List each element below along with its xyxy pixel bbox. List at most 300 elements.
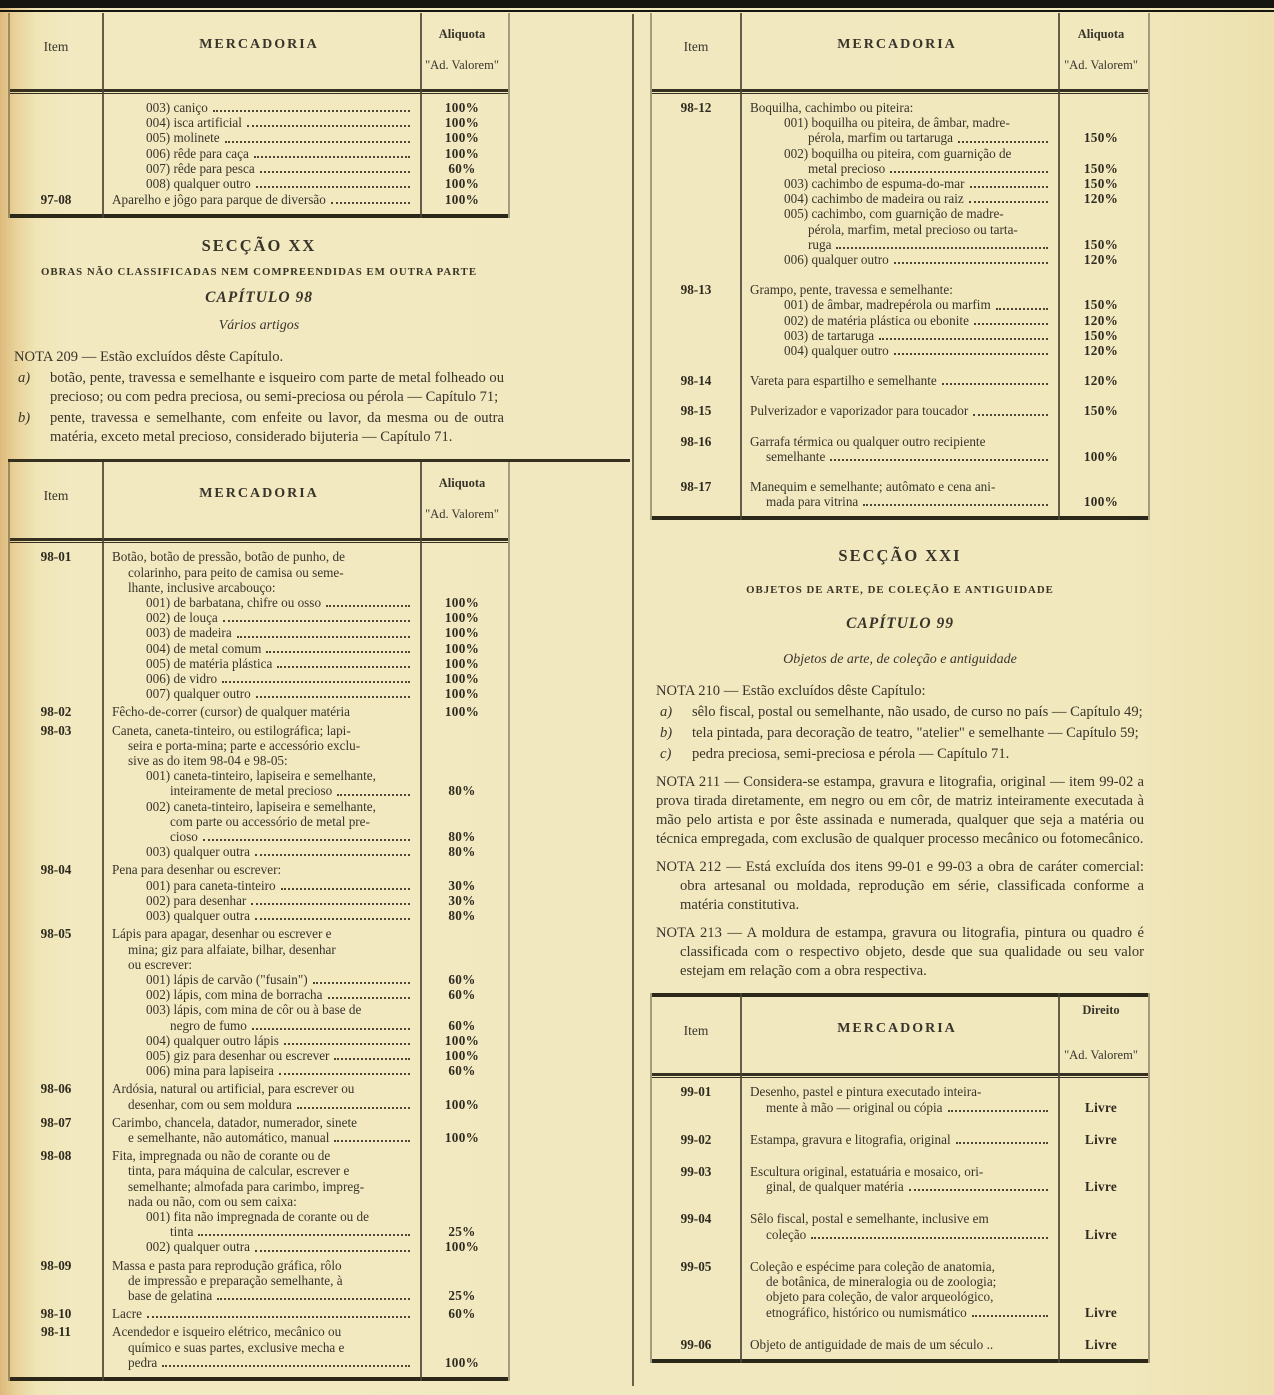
description-text: Lápis para apagar, desenhar ou escrever e (112, 926, 332, 942)
nota-item-label: b) (660, 725, 673, 742)
description-line (112, 595, 411, 610)
item-number-cell (652, 297, 740, 312)
mercadoria-cell (740, 1132, 1054, 1147)
description-line (112, 972, 411, 987)
dotted-leader (223, 620, 410, 622)
dotted-leader (942, 383, 1048, 385)
item-number-cell (10, 768, 102, 798)
mercadoria-cell (102, 130, 416, 145)
rate-value-cell: 60% (448, 1306, 476, 1322)
table-vertical-rule (740, 13, 742, 520)
description-line (112, 1209, 411, 1224)
item-number-cell (652, 115, 740, 145)
rate-value-cell: 25% (448, 1224, 476, 1240)
rate-value-cell: 100% (444, 1354, 480, 1370)
item-number-cell (10, 100, 102, 115)
table-row (10, 799, 508, 845)
rate-value-cell: 100% (1083, 448, 1119, 464)
table-row (10, 1306, 508, 1321)
table-header (652, 997, 1148, 1073)
item-number-cell (10, 1209, 102, 1239)
table-bottom-rule (652, 1359, 1148, 1363)
rate-value-cell: 150% (1083, 160, 1119, 176)
description-line (112, 738, 411, 753)
rate-value-cell: 120% (1083, 252, 1119, 268)
description-line (750, 1100, 1049, 1115)
rate-value-cell: Livre (1084, 1336, 1118, 1352)
description-text: 001) caneta-tinteiro, lapiseira e semelhante, (146, 768, 376, 784)
item-number-cell: 98-16 (680, 433, 712, 449)
description-line (112, 723, 411, 738)
item-number-cell (10, 1239, 102, 1254)
nota-paragraph: NOTA 211 — Considera-se estampa, gravura e litografia, original — item 99-02 a prova tirada diretamente, em negro ou em côr, de matriz inteiramente executada à mão pelo artista e por êste assinada e numerada, qualquer que seja a matéria ou técnica empregada, com exclusão de qualquer processo mecânico ou fotomecânico. (656, 774, 1144, 848)
table-row (10, 161, 508, 176)
col-header-item: Item (683, 1023, 709, 1039)
col-header-mercadoria: MERCADORIA (837, 1021, 957, 1037)
table-row (10, 656, 508, 671)
description-line (112, 1179, 411, 1194)
description-text: 003) caniço (146, 100, 208, 115)
description-line (750, 449, 1049, 464)
col-header-rate-top: Aliquota (438, 27, 486, 41)
item-number-cell (10, 878, 102, 893)
rate-value-cell: 150% (1083, 130, 1119, 146)
rate-value-cell: 100% (444, 671, 480, 687)
mercadoria-cell (740, 343, 1054, 358)
description-line (112, 893, 411, 908)
description-line (112, 1130, 411, 1145)
item-number-cell (10, 908, 102, 923)
description-text: Objeto de antiguidade de mais de um século .. (750, 1336, 994, 1352)
description-line (750, 237, 1049, 252)
description-text: ginal, de qualquer matéria (766, 1179, 904, 1195)
description-text: Lacre (112, 1306, 143, 1322)
table-row (652, 176, 1148, 191)
table-row (10, 723, 508, 769)
description-line (750, 1179, 1049, 1194)
description-line (112, 1288, 411, 1303)
chapter-subtitle: Vários artigos (218, 318, 300, 334)
description-text: Vareta para espartilho e semelhante (750, 373, 937, 389)
table-row (10, 987, 508, 1002)
mercadoria-cell (102, 987, 416, 1002)
rate-value-cell: 25% (448, 1287, 476, 1303)
col-header-mercadoria: MERCADORIA (199, 37, 319, 52)
item-number-cell (10, 1048, 102, 1063)
table-row (10, 176, 508, 191)
description-text: Coleção e espécime para coleção de anatomia, (750, 1258, 995, 1274)
description-text: e semelhante, não automático, manual (128, 1129, 330, 1145)
description-line (112, 610, 411, 625)
mercadoria-cell (102, 926, 416, 972)
table-row (10, 1115, 508, 1145)
item-number-cell (10, 686, 102, 701)
item-number-cell (652, 343, 740, 358)
section-subtitle: OBJETOS DE ARTE, DE COLEÇÃO E ANTIGUIDADE (746, 584, 1054, 597)
description-text: 005) cachimbo, com guarnição de madre- (784, 206, 1004, 222)
description-line (750, 130, 1049, 145)
item-number-cell (10, 176, 102, 191)
description-text: 002) para desenhar (146, 892, 247, 908)
description-line (750, 100, 1049, 115)
table-row (652, 373, 1148, 388)
table-row (10, 1239, 508, 1254)
mercadoria-cell (102, 595, 416, 610)
table-row (10, 1063, 508, 1078)
rate-value-cell: 80% (448, 783, 476, 799)
description-line (750, 206, 1049, 221)
description-line (112, 1324, 411, 1339)
mercadoria-cell (102, 641, 416, 656)
rate-value-cell: 100% (444, 1129, 480, 1145)
nota-heading: NOTA 210 — Estão excluídos dêste Capítulo: (656, 683, 926, 700)
mercadoria-cell (102, 1115, 416, 1145)
description-line (750, 1227, 1049, 1242)
table-header (10, 462, 508, 538)
description-line (112, 130, 411, 145)
description-text: Pulverizador e vaporizador para toucador (750, 403, 969, 419)
description-line (750, 1084, 1049, 1099)
table-row (10, 146, 508, 161)
item-number-cell (10, 1063, 102, 1078)
item-number-cell: 98-05 (40, 926, 72, 942)
table-row (10, 1048, 508, 1063)
description-text: Carimbo, chancela, datador, numerador, sinete (112, 1114, 358, 1130)
description-text: desenhar, com ou sem moldura (128, 1096, 292, 1112)
tariff-table-97 (8, 13, 510, 218)
description-line (112, 580, 411, 595)
description-line (112, 768, 411, 783)
nota-item-label: a) (18, 370, 31, 387)
description-text: 004) qualquer outro lápis (146, 1032, 279, 1048)
mercadoria-cell (102, 1239, 416, 1254)
mercadoria-cell (102, 656, 416, 671)
table-row (652, 1164, 1148, 1194)
table-row (10, 878, 508, 893)
description-line (750, 434, 1049, 449)
item-number-cell: 99-06 (680, 1336, 712, 1352)
table-row (10, 1148, 508, 1209)
description-line (112, 656, 411, 671)
table-row (10, 908, 508, 923)
mercadoria-cell (102, 1148, 416, 1209)
dotted-leader (996, 308, 1048, 310)
description-text: Estampa, gravura e litografia, original (750, 1131, 951, 1147)
description-line (112, 1306, 411, 1321)
item-number-cell (10, 671, 102, 686)
col-header-rate-top: Direito (1082, 1003, 1120, 1018)
item-number-cell: 98-01 (40, 549, 72, 565)
mercadoria-cell (102, 625, 416, 640)
table-row (652, 403, 1148, 418)
mercadoria-cell (102, 1063, 416, 1078)
rate-value-cell: 100% (444, 1032, 480, 1048)
description-line (112, 1002, 411, 1017)
dotted-leader (811, 1237, 1048, 1239)
description-line (750, 1337, 1049, 1352)
description-line (112, 1048, 411, 1063)
rate-value-cell: 100% (444, 176, 480, 192)
item-number-cell (10, 115, 102, 130)
nota-item-list (14, 369, 504, 447)
mercadoria-cell (740, 1211, 1054, 1241)
description-text: 004) qualquer outro (784, 343, 889, 359)
table-row (652, 1084, 1148, 1114)
item-number-cell (652, 313, 740, 328)
dotted-leader (334, 1058, 410, 1060)
mercadoria-cell (102, 908, 416, 923)
chapter-subtitle: Objetos de arte, de coleção e antiguidade (783, 652, 1017, 668)
table-row (652, 252, 1148, 267)
table-row (10, 595, 508, 610)
nota-item-text: botão, pente, travessa e semelhante e isqueiro com parte de metal folheado ou precioso; ou com pedra preciosa, ou semi-preciosa ou pérola — Capítulo 71; (50, 370, 504, 406)
description-text: metal precioso (808, 160, 886, 176)
col-header-item: Item (43, 39, 69, 54)
chapter-title: CAPÍTULO 99 (846, 615, 954, 633)
rate-value-cell: 100% (444, 1096, 480, 1112)
dotted-leader (948, 1110, 1048, 1112)
rate-value-cell: 100% (444, 192, 480, 208)
description-line (750, 328, 1049, 343)
description-line (750, 146, 1049, 161)
mercadoria-cell (740, 191, 1054, 206)
mercadoria-cell (102, 176, 416, 191)
description-line (112, 1194, 411, 1209)
description-line (112, 926, 411, 941)
description-text: 002) boquilha ou piteira, com guarnição de (784, 145, 1012, 161)
rate-value-cell: 60% (448, 971, 476, 987)
table-row (10, 610, 508, 625)
description-text: Caneta, caneta-tinteiro, ou estilográfica; lapi- (112, 722, 351, 738)
description-text: Acendedor e isqueiro elétrico, mecânico ou (112, 1324, 342, 1340)
rate-value-cell: 60% (448, 160, 476, 176)
table-body (652, 94, 1148, 516)
description-text: nada ou não, com ou sem caixa: (128, 1193, 297, 1209)
description-text: 006) rêde para caça (146, 145, 249, 161)
dotted-leader (213, 110, 410, 112)
item-number-cell (10, 595, 102, 610)
section-subtitle: OBRAS NÃO CLASSIFICADAS NEM COMPREENDIDAS EM OUTRA PARTE (40, 266, 478, 279)
table-row (10, 844, 508, 859)
description-text: 005) giz para desenhar ou escrever (146, 1047, 330, 1063)
dotted-leader (326, 605, 410, 607)
left-column (8, 13, 510, 1381)
table-row (10, 686, 508, 701)
table-body (10, 94, 508, 214)
col-header-rate (416, 474, 508, 538)
dotted-leader (972, 1315, 1048, 1317)
item-number-cell: 98-12 (680, 100, 712, 115)
description-text: Boquilha, cachimbo ou piteira: (750, 100, 914, 115)
item-number-cell: 99-01 (680, 1084, 712, 1100)
dotted-leader (313, 982, 410, 984)
table-vertical-rule (1058, 13, 1060, 520)
table-vertical-rule (102, 462, 104, 1381)
table-row (652, 297, 1148, 312)
right-column (650, 13, 1150, 1363)
dotted-leader (255, 918, 410, 920)
item-number-cell (10, 146, 102, 161)
description-line (112, 878, 411, 893)
table-row (10, 641, 508, 656)
description-text: base de gelatina (128, 1287, 213, 1303)
dotted-leader (203, 839, 410, 841)
item-number-cell: 98-15 (680, 403, 712, 419)
description-line (112, 1115, 411, 1130)
item-number-cell (652, 176, 740, 191)
dotted-leader (830, 459, 1048, 461)
description-text: 001) para caneta-tinteiro (146, 877, 276, 893)
rate-value-cell: 100% (444, 704, 480, 720)
item-number-cell: 98-03 (40, 722, 72, 738)
description-line (750, 373, 1049, 388)
item-number-cell: 98-07 (40, 1114, 72, 1130)
mercadoria-cell (740, 282, 1054, 297)
nota-item (14, 369, 504, 407)
rate-value-cell: 80% (448, 829, 476, 845)
description-line (750, 1259, 1049, 1274)
dotted-leader (970, 186, 1048, 188)
nota-item-list (656, 703, 1144, 764)
description-text: inteiramente de metal precioso (170, 783, 333, 799)
description-text: Fita, impregnada ou não de corante ou de (112, 1148, 331, 1164)
rate-value-cell: Livre (1084, 1099, 1118, 1115)
rate-value-cell: 100% (444, 145, 480, 161)
description-text: seira e porta-mina; parte e accessório exclu- (128, 737, 361, 753)
description-text: mada para vitrina (766, 494, 859, 510)
dotted-leader (331, 202, 410, 204)
nota-item (656, 745, 1144, 764)
nota-item-text: sêlo fiscal, postal ou semelhante, não usado, de curso no país — Capítulo 49; (692, 704, 1143, 721)
rate-value-cell: 150% (1083, 327, 1119, 343)
mercadoria-cell (102, 146, 416, 161)
description-text: semelhante (766, 448, 826, 464)
table-row (10, 926, 508, 972)
rate-value-cell: 80% (448, 844, 476, 860)
table-row (652, 313, 1148, 328)
item-number-cell (10, 799, 102, 845)
description-line (112, 957, 411, 972)
nota-item-text: pedra preciosa, semi-preciosa e pérola — Capítulo 71. (692, 746, 1010, 763)
nota-heading: NOTA 209 — Estão excluídos dêste Capítulo. (14, 349, 284, 366)
col-header-item: Item (43, 488, 69, 504)
description-text: 003) de madeira (146, 625, 232, 641)
rate-value-cell: 120% (1083, 373, 1119, 389)
dotted-leader (255, 854, 410, 856)
table-row (652, 1259, 1148, 1320)
item-number-cell (10, 987, 102, 1002)
nota-item (656, 703, 1144, 722)
dotted-leader (260, 171, 410, 173)
description-text: coleção (766, 1226, 807, 1242)
dotted-leader (974, 323, 1048, 325)
mercadoria-cell (740, 434, 1054, 464)
mercadoria-cell (740, 1164, 1054, 1194)
mercadoria-cell (102, 610, 416, 625)
description-line (112, 1163, 411, 1178)
dotted-leader (266, 651, 410, 653)
description-text: Manequim e semelhante; autômato e cena ani- (750, 479, 996, 495)
table-row (10, 862, 508, 877)
description-text: Botão, botão de pressão, botão de punho, de (112, 549, 345, 565)
description-text: Sêlo fiscal, postal e semelhante, inclusive em (750, 1211, 989, 1227)
description-text: Garrafa térmica ou qualquer outro recipiente (750, 433, 986, 449)
description-text: ruga (808, 236, 832, 252)
section-xxi (650, 520, 1150, 993)
description-text: mente à mão — original ou cópia (766, 1099, 943, 1115)
item-number-cell: 98-04 (40, 862, 72, 878)
description-text: 001) fita não impregnada de corante ou de (146, 1208, 369, 1224)
description-line (750, 222, 1049, 237)
table-row (652, 282, 1148, 297)
description-text: 007) rêde para pesca (146, 160, 255, 176)
description-line (112, 641, 411, 656)
dotted-leader (890, 171, 1048, 173)
section-title: SECÇÃO XX (201, 236, 317, 256)
item-number-cell (652, 146, 740, 176)
table-row (652, 191, 1148, 206)
mercadoria-cell (102, 1081, 416, 1111)
description-text: 004) cachimbo de madeira ou raiz (784, 191, 964, 207)
dotted-leader (909, 1189, 1048, 1191)
rate-value-cell: Livre (1084, 1179, 1118, 1195)
table-row (10, 671, 508, 686)
description-line (112, 1224, 411, 1239)
table-bottom-rule (652, 516, 1148, 520)
description-text: de botânica, de mineralogia ou de zoologia; (766, 1274, 997, 1290)
description-line (750, 297, 1049, 312)
item-number-cell: 99-05 (680, 1258, 712, 1274)
table-row (10, 115, 508, 130)
description-text: 004) de metal comum (146, 640, 262, 656)
description-text: 006) mina para lapiseira (146, 1063, 274, 1079)
rate-value-cell: 30% (448, 877, 476, 893)
description-line (112, 1340, 411, 1355)
item-number-cell (10, 610, 102, 625)
rate-value-cell: 30% (448, 892, 476, 908)
description-line (112, 799, 411, 814)
table-row (652, 206, 1148, 252)
item-number-cell (652, 206, 740, 252)
col-header-rate-top: Aliquota (1077, 27, 1125, 41)
description-line (750, 176, 1049, 191)
dotted-leader (237, 636, 410, 638)
item-number-cell: 98-13 (680, 282, 712, 298)
description-line (112, 783, 411, 798)
item-number-cell (10, 625, 102, 640)
description-text: lhante, inclusive arcabouço: (128, 579, 276, 595)
mercadoria-cell (740, 1084, 1054, 1114)
table-body (652, 1078, 1148, 1358)
item-number-cell (10, 1002, 102, 1032)
description-text: 002) caneta-tinteiro, lapiseira e semelhante, (146, 798, 376, 814)
mercadoria-cell (102, 671, 416, 686)
dotted-leader (222, 681, 410, 683)
rate-value-cell: 100% (444, 595, 480, 611)
table-row (652, 1337, 1148, 1352)
description-line (112, 625, 411, 640)
item-number-cell: 97-08 (40, 192, 72, 208)
description-text: 001) boquilha ou piteira, de âmbar, madre- (784, 115, 1010, 131)
rate-value-cell: 120% (1083, 343, 1119, 359)
mercadoria-cell (740, 373, 1054, 388)
mercadoria-cell (740, 297, 1054, 312)
description-line (112, 1097, 411, 1112)
rate-value-cell: 100% (444, 640, 480, 656)
table-bottom-rule (10, 214, 508, 218)
table-row (10, 704, 508, 719)
nota-item-text: tela pintada, para decoração de teatro, "atelier" e semelhante — Capítulo 59; (692, 725, 1139, 742)
